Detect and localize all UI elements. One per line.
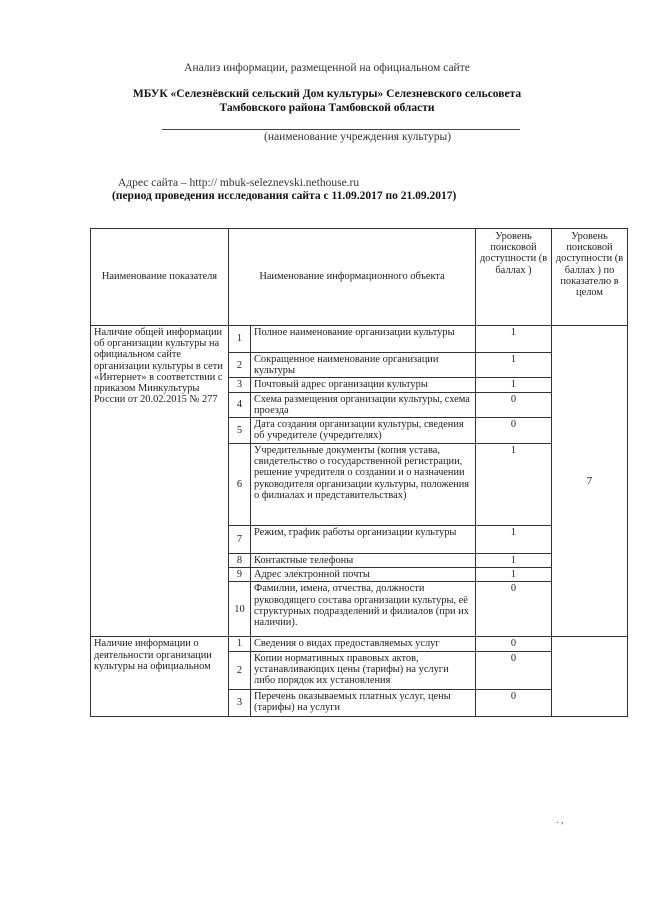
organization-underline xyxy=(162,129,520,130)
group-total: 7 xyxy=(552,326,628,637)
site-address: Адрес сайта – http:// mbuk-seleznevski.nethouse.ru xyxy=(118,177,360,189)
row-object: Полное наименование организации культуры xyxy=(251,326,476,353)
row-score: 1 xyxy=(476,526,552,554)
row-object: Почтовый адрес организации культуры xyxy=(251,378,476,392)
header-level: Уровень поисковой доступности (в баллах ) xyxy=(476,229,552,326)
organization-name-line1: МБУК «Селезнёвский сельский Дом культуры» Селезневского сельсовета xyxy=(132,88,522,100)
row-number: 3 xyxy=(229,689,251,716)
row-score: 1 xyxy=(476,326,552,353)
row-score: 1 xyxy=(476,353,552,378)
header-indicator: Наименование показателя xyxy=(91,229,229,326)
row-score: 0 xyxy=(476,689,552,716)
row-number: 4 xyxy=(229,392,251,417)
row-number: 8 xyxy=(229,554,251,568)
row-object: Сокращенное наименование организации культуры xyxy=(251,353,476,378)
row-number: 3 xyxy=(229,378,251,392)
row-object: Адрес электронной почты xyxy=(251,568,476,582)
row-number: 2 xyxy=(229,353,251,378)
row-object: Сведения о видах предоставляемых услуг xyxy=(251,637,476,651)
organization-caption: (наименование учреждения культуры) xyxy=(264,131,452,143)
row-number: 6 xyxy=(229,444,251,526)
row-score: 0 xyxy=(476,637,552,651)
row-object: Учредительные документы (копия устава, свидетельство о государственной регистрации, решение учредителя о создании и о назначении руководителя организации культуры, положения о филиалах и представительствах) xyxy=(251,444,476,526)
row-object: Контактные телефоны xyxy=(251,554,476,568)
row-object: Копии нормативных правовых актов, устанавливающих цены (тарифы) на услуги либо порядок их установления xyxy=(251,651,476,689)
row-number: 9 xyxy=(229,568,251,582)
header-object: Наименование информационного объекта xyxy=(229,229,476,326)
row-object: Схема размещения организации культуры, схема проезда xyxy=(251,392,476,417)
organization-name-line2: Тамбовского района Тамбовской области xyxy=(219,102,435,114)
header-level-total: Уровень поисковой доступности (в баллах ) по показателю в целом xyxy=(552,229,628,326)
row-score: 0 xyxy=(476,418,552,444)
row-object: Дата создания организации культуры, сведения об учредителе (учредителях) xyxy=(251,418,476,444)
research-period: (период проведения исследования сайта с 11.09.2017 по 21.09.2017) xyxy=(112,190,457,202)
table-row xyxy=(91,326,628,353)
row-object: Фамилии, имена, отчества, должности руководящего состава организации культуры, её структурных подразделений и филиалов (при их наличии). xyxy=(251,582,476,637)
group-indicator: Наличие информации о деятельности организации культуры на официальном xyxy=(91,637,229,716)
row-number: 1 xyxy=(229,637,251,651)
row-object: Режим, график работы организации культуры xyxy=(251,526,476,554)
row-number: 10 xyxy=(229,582,251,637)
row-score: 1 xyxy=(476,444,552,526)
row-number: 1 xyxy=(229,326,251,353)
table-row xyxy=(91,637,628,651)
row-number: 2 xyxy=(229,651,251,689)
row-number: 5 xyxy=(229,418,251,444)
row-score: 1 xyxy=(476,378,552,392)
row-score: 1 xyxy=(476,568,552,582)
document-heading: Анализ информации, размещенной на официальном сайте xyxy=(184,62,470,74)
row-score: 0 xyxy=(476,392,552,417)
row-score: 0 xyxy=(476,582,552,637)
group-total xyxy=(552,637,628,716)
group-indicator: Наличие общей информации об организации культуры на официальном сайте организации культуры в сети «Интернет» в соответствии с приказом Минкультуры России от 20.02.2015 № 277 xyxy=(91,326,229,637)
scan-mark: . , xyxy=(556,815,564,826)
row-number: 7 xyxy=(229,526,251,554)
analysis-table xyxy=(90,228,628,717)
row-score: 1 xyxy=(476,554,552,568)
row-score: 0 xyxy=(476,651,552,689)
table-header-row xyxy=(91,229,628,326)
row-object: Перечень оказываемых платных услуг, цены (тарифы) на услуги xyxy=(251,689,476,716)
